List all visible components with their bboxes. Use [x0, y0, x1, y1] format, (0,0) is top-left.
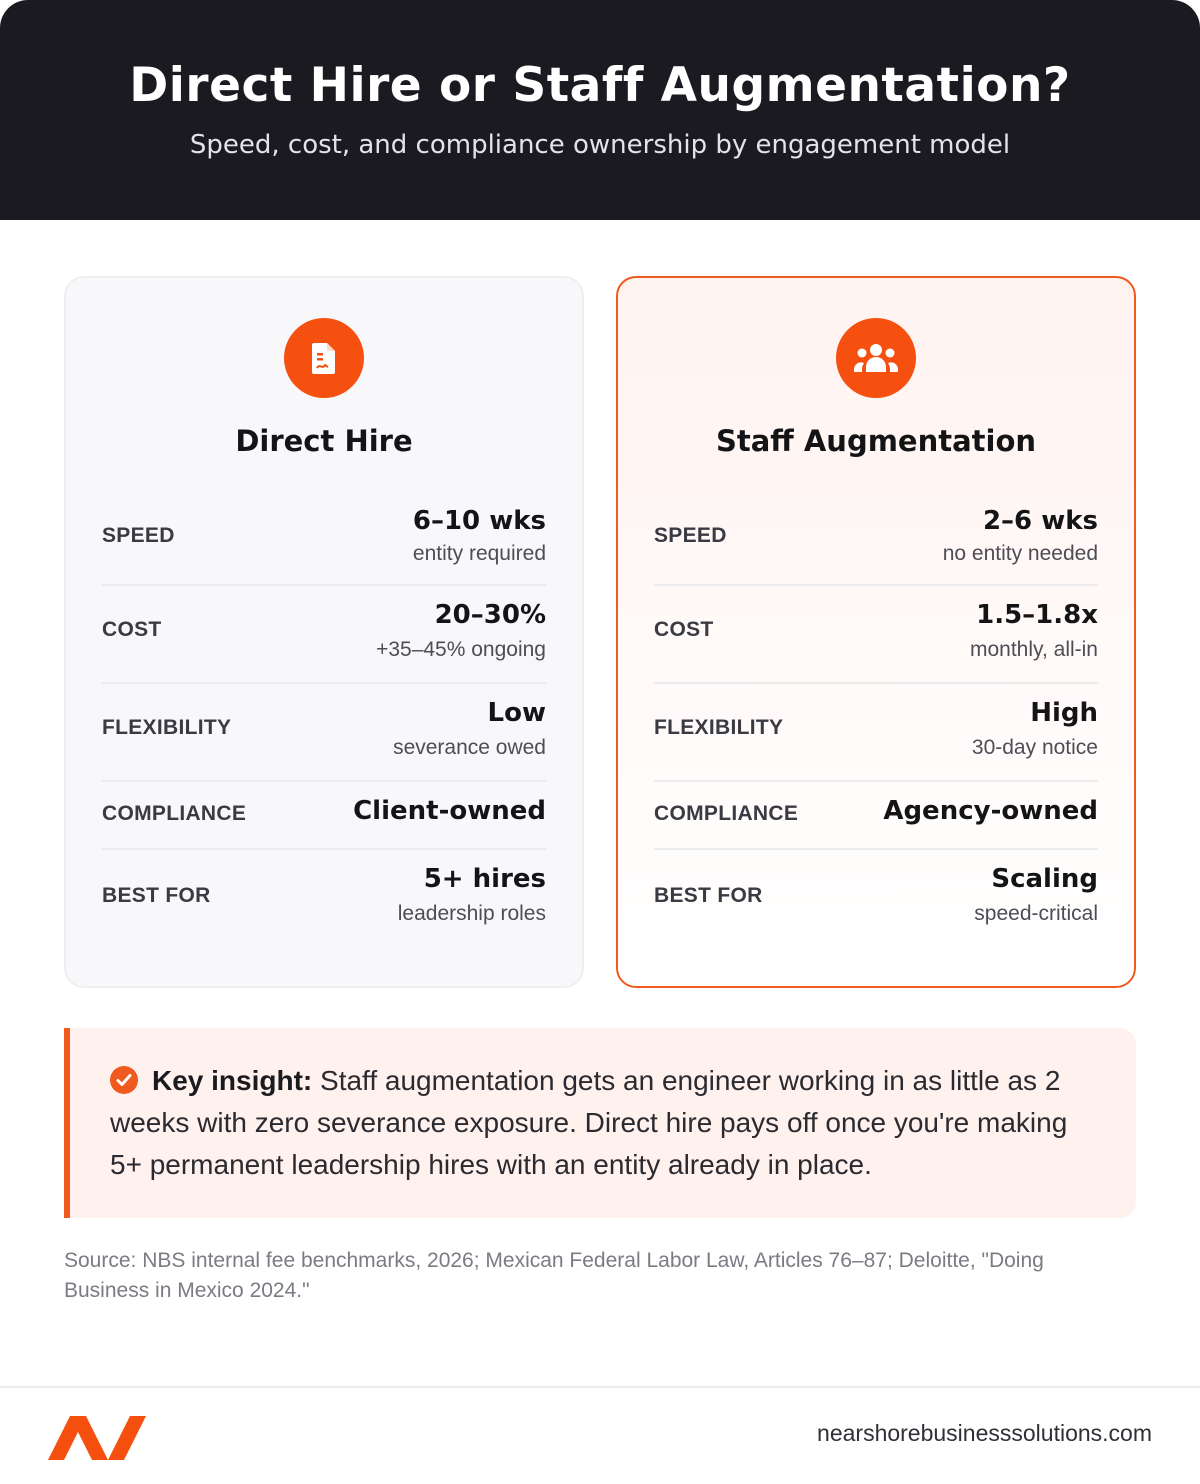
- metric-value: Client-owned: [353, 796, 546, 826]
- metric-label: FLEXIBILITY: [654, 716, 784, 739]
- metric-label: FLEXIBILITY: [102, 716, 232, 739]
- header-banner: [0, 0, 1200, 220]
- metric-label: SPEED: [654, 524, 727, 547]
- metric-subtext: entity required: [412, 542, 546, 565]
- metric-label: BEST FOR: [102, 884, 211, 907]
- metric-label: COST: [654, 618, 714, 641]
- metric-row-best-for: [654, 848, 1098, 938]
- check-circle-icon: [110, 1066, 138, 1094]
- card-direct-hire: [64, 276, 584, 988]
- metric-subtext: severance owed: [393, 736, 546, 759]
- metric-value: 1.5–1.8x: [976, 600, 1098, 630]
- metric-value: Scaling: [991, 864, 1098, 894]
- metric-row-cost: [654, 584, 1098, 682]
- metric-subtext: speed-critical: [974, 902, 1098, 925]
- metric-value: High: [1030, 698, 1098, 728]
- metric-value: 20–30%: [434, 600, 546, 630]
- company-logo: [48, 1410, 146, 1462]
- insight-paragraph: [110, 1060, 1090, 1186]
- page-title: Direct Hire or Staff Augmentation?: [129, 58, 1071, 113]
- footer-divider: [0, 1386, 1200, 1388]
- document-icon: [284, 318, 364, 398]
- website-link[interactable]: nearshorebusinesssolutions.com: [817, 1420, 1152, 1446]
- source-citation: Source: NBS internal fee benchmarks, 2026; Mexican Federal Labor Law, Articles 76–87; Deloitte, "Doing Business in Mexico 2024.": [64, 1249, 1044, 1302]
- metric-subtext: 30-day notice: [971, 736, 1098, 759]
- metric-row-compliance: [654, 780, 1098, 848]
- metric-subtext: leadership roles: [397, 902, 546, 925]
- metric-value: 2–6 wks: [982, 506, 1098, 536]
- metric-row-speed: [102, 506, 546, 586]
- metric-row-flexibility: [102, 682, 546, 780]
- metric-label: BEST FOR: [654, 884, 763, 907]
- metric-label: COMPLIANCE: [654, 802, 799, 825]
- metric-label: COST: [102, 618, 162, 641]
- metric-label: SPEED: [102, 524, 175, 547]
- metric-value: 5+ hires: [423, 864, 546, 894]
- metric-row-flexibility: [654, 682, 1098, 780]
- metric-label: COMPLIANCE: [102, 802, 247, 825]
- metric-row-speed: [654, 506, 1098, 586]
- card-title: Staff Augmentation: [715, 424, 1037, 458]
- insight-body: Staff augmentation gets an engineer working in as little as 2 weeks with zero severance exposure. Direct hire pays off once you're making 5+ permanent leadership hires with an entity already in place.: [110, 1065, 1068, 1180]
- card-title: Direct Hire: [235, 424, 413, 458]
- metric-row-compliance: [102, 780, 546, 848]
- metric-value: 6–10 wks: [412, 506, 546, 536]
- metric-row-cost: [102, 584, 546, 682]
- metric-value: Low: [487, 698, 546, 728]
- metric-subtext: +35–45% ongoing: [376, 638, 546, 661]
- metric-value: Agency-owned: [883, 796, 1098, 826]
- key-insight-callout: [64, 1028, 1136, 1218]
- page-subtitle: Speed, cost, and compliance ownership by engagement model: [189, 130, 1011, 160]
- metric-row-best-for: [102, 848, 546, 938]
- metric-subtext: no entity needed: [942, 542, 1098, 565]
- metric-subtext: monthly, all-in: [970, 638, 1098, 661]
- insight-label: Key insight:: [152, 1065, 313, 1096]
- team-icon: [836, 318, 916, 398]
- card-staff-augmentation: [616, 276, 1136, 988]
